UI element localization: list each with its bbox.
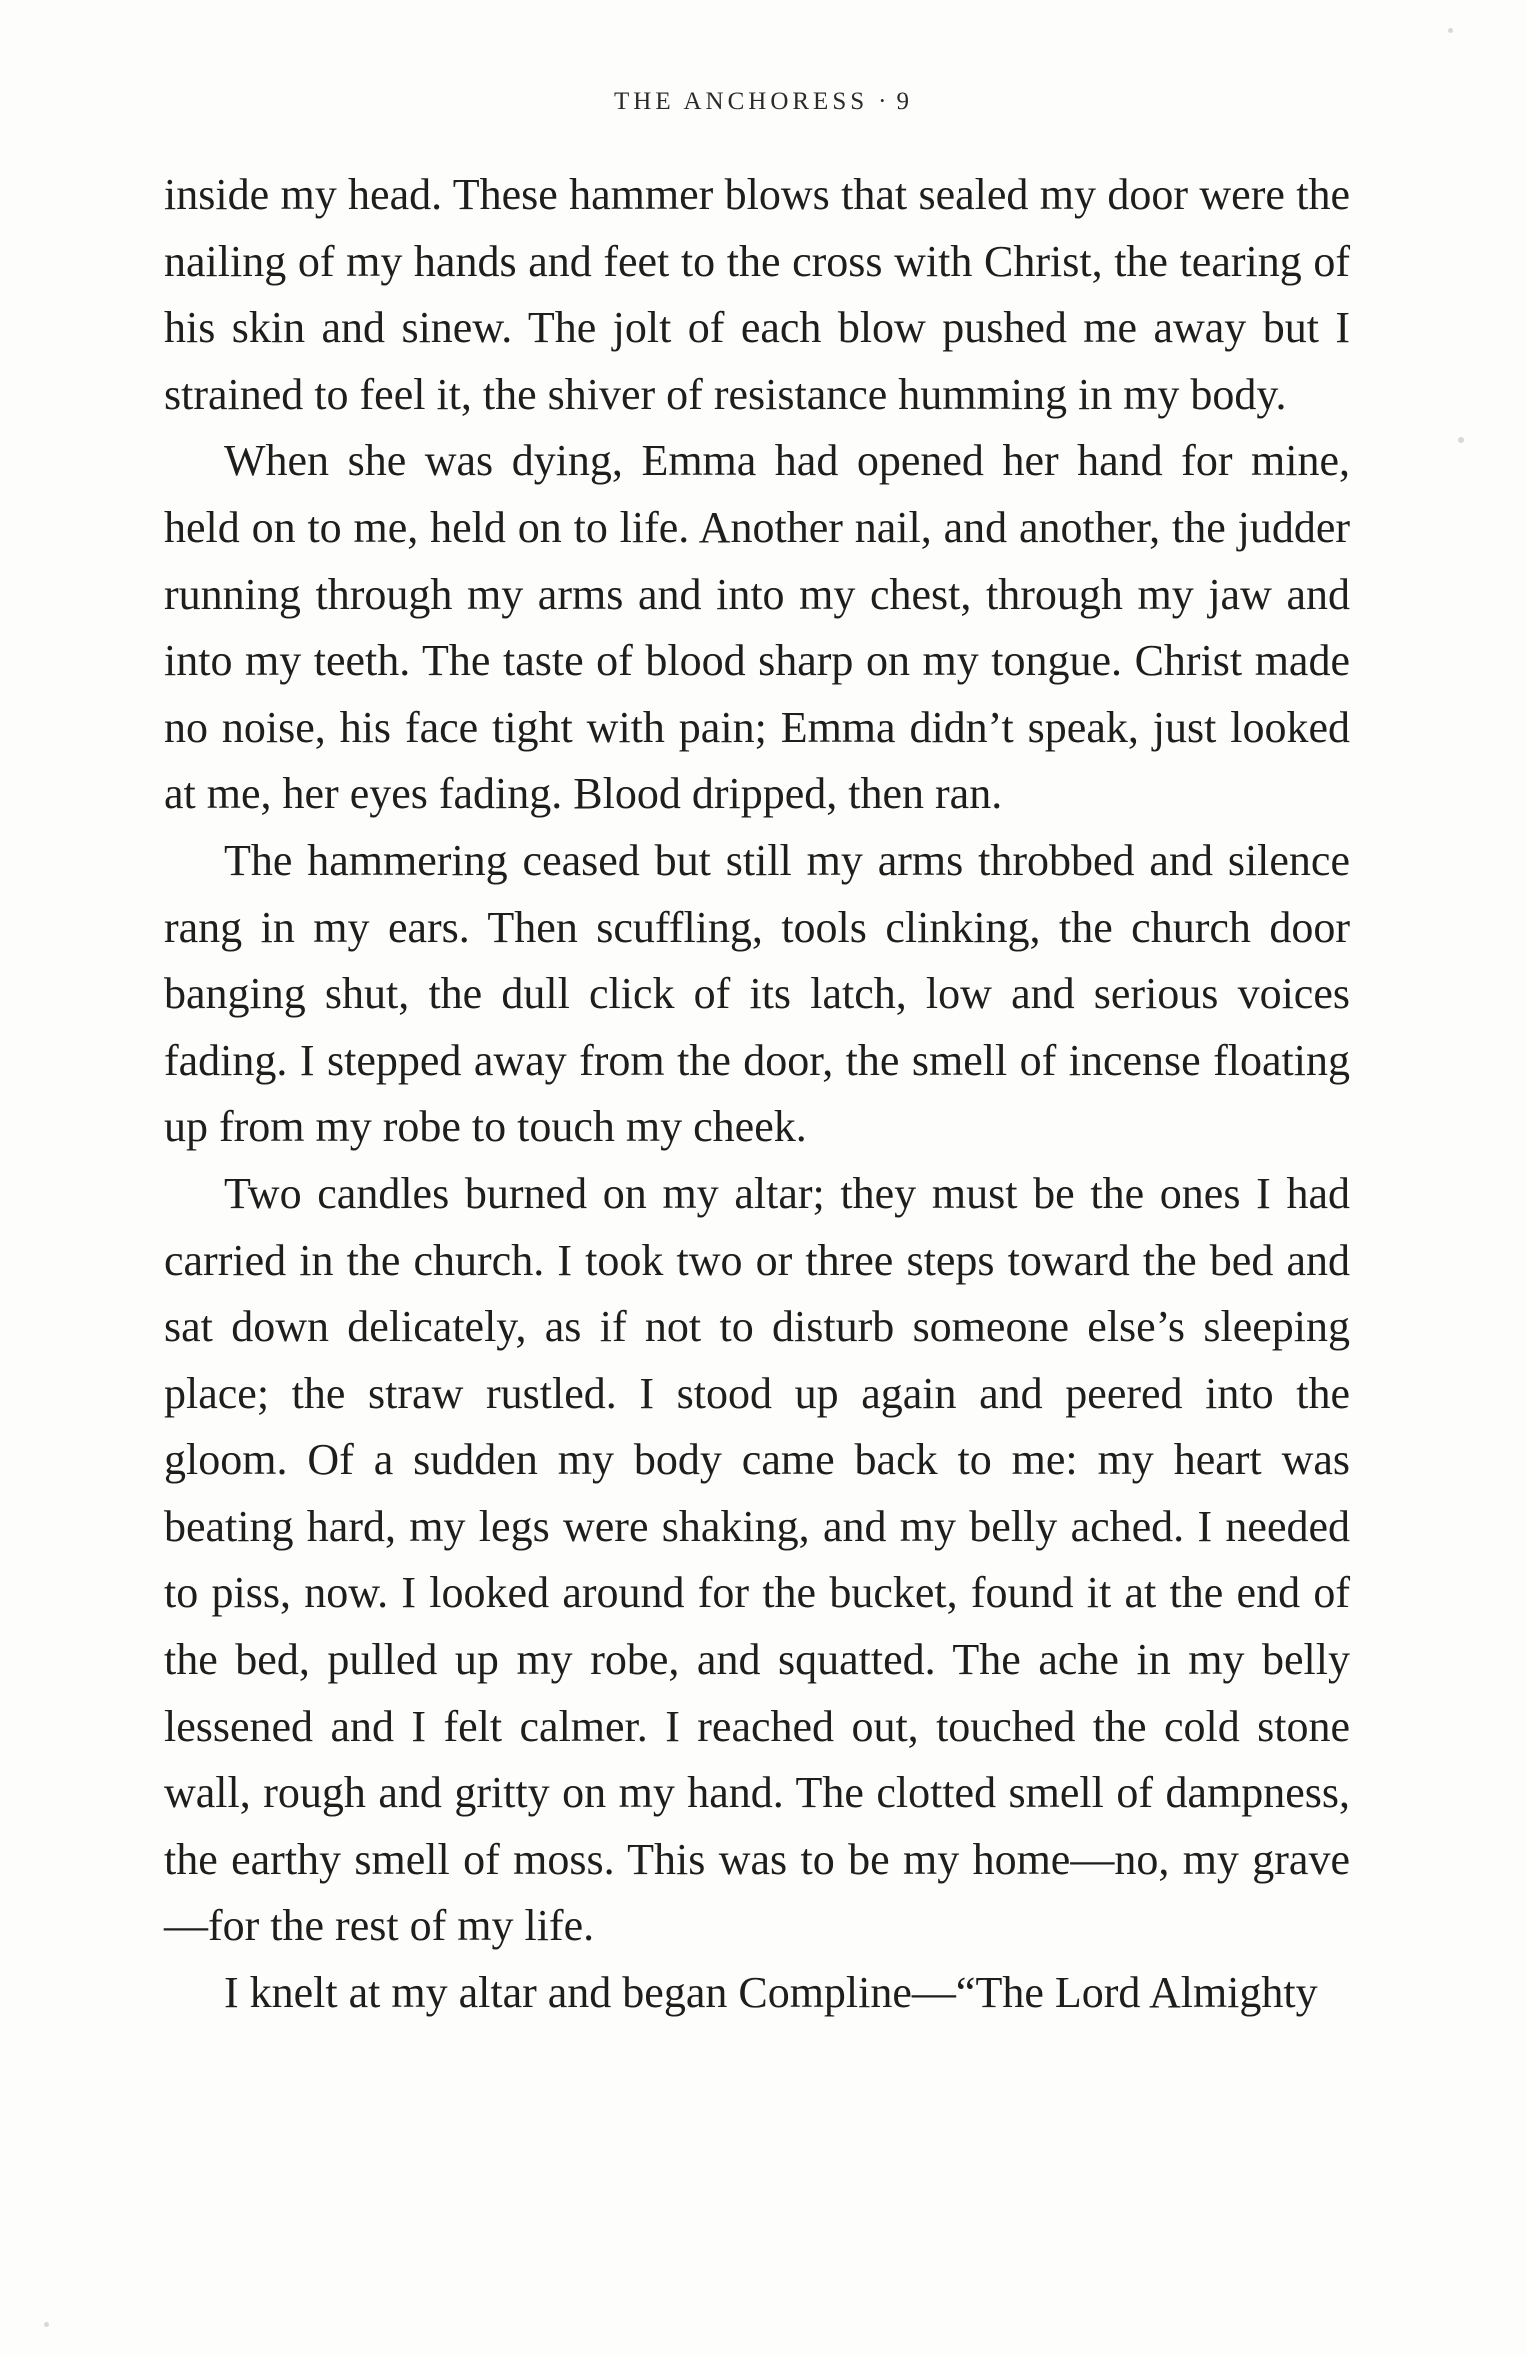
paragraph-5: I knelt at my altar and began Compline—“The Lord Almighty — [224, 1968, 1318, 2018]
running-head — [0, 88, 1527, 116]
running-head-title: THE ANCHORESS — [614, 88, 869, 115]
paragraph-3: The hammering ceased but still my arms throbbed and silence rang in my ears. Then scuffling, tools clinking, the church door banging shut, the dull click of its latch, low and serious voices fading. I stepped away from the door, the smell of incense floating up from my robe to touch my cheek. — [164, 835, 1350, 1152]
paper-speck — [44, 2322, 49, 2327]
paragraph-1: inside my head. These hammer blows that sealed my door were the nailing of my hands and feet to the cross with Christ, the tearing of his skin and sinew. The jolt of each blow pushed me away but I strained to feel it, the shiver of resistance humming in my body. — [164, 170, 1350, 419]
paragraph-4: Two candles burned on my altar; they must be the ones I had carried in the church. I took two or three steps toward the bed and sat down delicately, as if not to disturb someone else’s sleeping place; the straw rustled. I stood up again and peered into the gloom. Of a sudden my body came back to me: my heart was beating hard, my legs were shaking, and my belly ached. I needed to piss, now. I looked around for the bucket, found it at the end of the bed, pulled up my robe, and squatted. The ache in my belly lessened and I felt calmer. I reached out, touched the cold stone wall, rough and gritty on my hand. The clotted smell of dampness, the earthy smell of moss. This was to be my home—no, my grave—for the rest of my life. — [164, 1168, 1350, 1951]
paragraph-2: When she was dying, Emma had opened her hand for mine, held on to me, held on to life. Another nail, and another, the judder running through my arms and into my chest, through my jaw and into my teeth. The taste of blood sharp on my tongue. Christ made no noise, his face tight with pain; Emma didn’t speak, just looked at me, her eyes fading. Blood dripped, then ran. — [164, 436, 1350, 819]
body-text — [164, 162, 1350, 2027]
paper-speck — [1458, 437, 1464, 443]
running-head-separator: · — [878, 88, 887, 115]
paper-speck — [1448, 28, 1453, 33]
page-number: 9 — [896, 88, 913, 115]
